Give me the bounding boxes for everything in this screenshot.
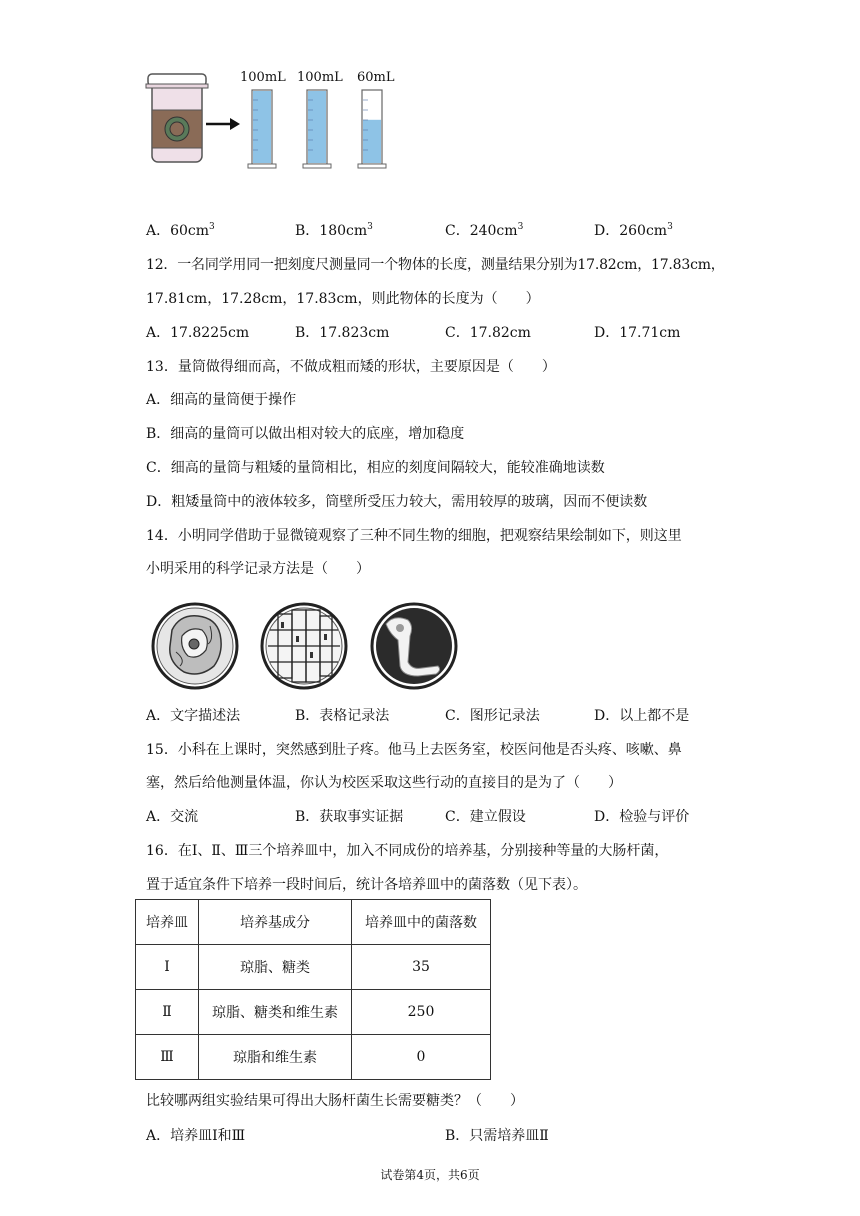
q11-option-d: D．$260cm^3$ — [594, 222, 673, 239]
q15-stem-line2: 塞，然后给他测量体温，你认为校医采取这些行动的直接目的是为了（ ） — [146, 775, 622, 791]
q16-stem-line1: 16．在Ⅰ、Ⅱ、Ⅲ三个培养皿中，加入不同成份的培养基，分别接种等量的大肠杆菌， — [146, 843, 669, 859]
q14-stem-line1: 14．小明同学借助于显微镜观察了三种不同生物的细胞，把观察结果绘制如下，则这里 — [146, 528, 682, 544]
q15-stem-line1: 15．小科在上课时，突然感到肚子疼。他马上去医务室，校医问他是否头疼、咳嗽、鼻 — [146, 742, 682, 758]
table-header-cell: 培养皿中的菌落数 — [352, 900, 491, 945]
cell-drawings-figure — [150, 600, 470, 695]
q14-stem-line2: 小明采用的科学记录方法是（ ） — [146, 561, 370, 577]
q16-option-b: B．只需培养皿Ⅱ — [445, 1128, 549, 1144]
q15-option-a: A．交流 — [146, 809, 199, 825]
table-row — [136, 945, 491, 990]
q13-option-a: A．细高的量筒便于操作 — [146, 392, 297, 408]
q13-option-b: B．细高的量筒可以做出相对较大的底座，增加稳度 — [146, 426, 465, 442]
page-footer: 试卷第4页，共6页 — [380, 1168, 480, 1182]
table-cell: 0 — [352, 1035, 491, 1080]
table-cell: 琼脂、糖类 — [199, 945, 352, 990]
q16-option-a: A．培养皿Ⅰ和Ⅲ — [146, 1128, 246, 1144]
q12-option-b: B．17.823cm — [295, 325, 390, 341]
table-cell: 琼脂和维生素 — [199, 1035, 352, 1080]
q11-option-a: A．$60cm^3$ — [146, 222, 215, 239]
q14-option-a: A．文字描述法 — [146, 708, 241, 724]
q14-option-b: B．表格记录法 — [295, 708, 390, 724]
q12-option-a: A．17.8225cm — [146, 325, 250, 341]
cell-drawing-3-icon — [372, 604, 456, 688]
right-arrow-icon — [206, 118, 240, 130]
q16-question: 比较哪两组实验结果可得出大肠杆菌生长需要糖类？（ ） — [146, 1093, 524, 1109]
table-header-row — [136, 900, 491, 945]
q15-option-b: B．获取事实证据 — [295, 809, 404, 825]
table-cell: 琼脂、糖类和维生素 — [199, 990, 352, 1035]
q11-option-c: C．$240cm^3$ — [445, 222, 524, 239]
q13-option-c: C．细高的量筒与粗矮的量筒相比，相应的刻度间隔较大，能较准确地读数 — [146, 460, 605, 476]
q15-option-c: C．建立假设 — [445, 809, 526, 825]
q16-stem-line2: 置于适宜条件下培养一段时间后，统计各培养皿中的菌落数（见下表）。 — [146, 877, 587, 893]
table-row — [136, 990, 491, 1035]
table-cell: Ⅲ — [136, 1035, 199, 1080]
q13-option-d: D．粗矮量筒中的液体较多，筒壁所受压力较大，需用较厚的玻璃，因而不便读数 — [146, 494, 648, 510]
measuring-cylinder-1-icon — [248, 90, 276, 168]
measuring-cylinder-3-icon — [358, 90, 386, 168]
q12-option-d: D．17.71cm — [594, 325, 681, 341]
q12-stem-line2: 17.81cm，17.28cm，17.83cm，则此物体的长度为（ ） — [146, 291, 540, 307]
measuring-cylinder-2-icon — [303, 90, 331, 168]
cylinder-3-label: 60mL — [357, 70, 395, 85]
cylinder-2-label: 100mL — [297, 70, 343, 85]
table-cell: 35 — [352, 945, 491, 990]
q14-option-c: C．图形记录法 — [445, 708, 540, 724]
culture-table — [135, 899, 491, 1080]
table-cell: Ⅰ — [136, 945, 199, 990]
table-header-cell: 培养基成分 — [199, 900, 352, 945]
q13-stem: 13．量筒做得细而高，不做成粗而矮的形状，主要原因是（ ） — [146, 359, 556, 375]
q11-option-b: B．$180cm^3$ — [295, 222, 373, 239]
q12-option-c: C．17.82cm — [445, 325, 531, 341]
q14-option-d: D．以上都不是 — [594, 708, 690, 724]
table-row — [136, 1035, 491, 1080]
coffee-cup-icon — [146, 74, 208, 162]
q12-stem-line1: 12．一名同学用同一把刻度尺测量同一个物体的长度，测量结果分别为17.82cm，17.83cm， — [146, 257, 725, 273]
cell-drawing-2-icon — [262, 604, 346, 688]
q15-option-d: D．检验与评价 — [594, 809, 690, 825]
table-cell: Ⅱ — [136, 990, 199, 1035]
table-cell: 250 — [352, 990, 491, 1035]
table-header-cell: 培养皿 — [136, 900, 199, 945]
cell-drawing-1-icon — [153, 604, 237, 688]
cylinder-1-label: 100mL — [240, 70, 286, 85]
